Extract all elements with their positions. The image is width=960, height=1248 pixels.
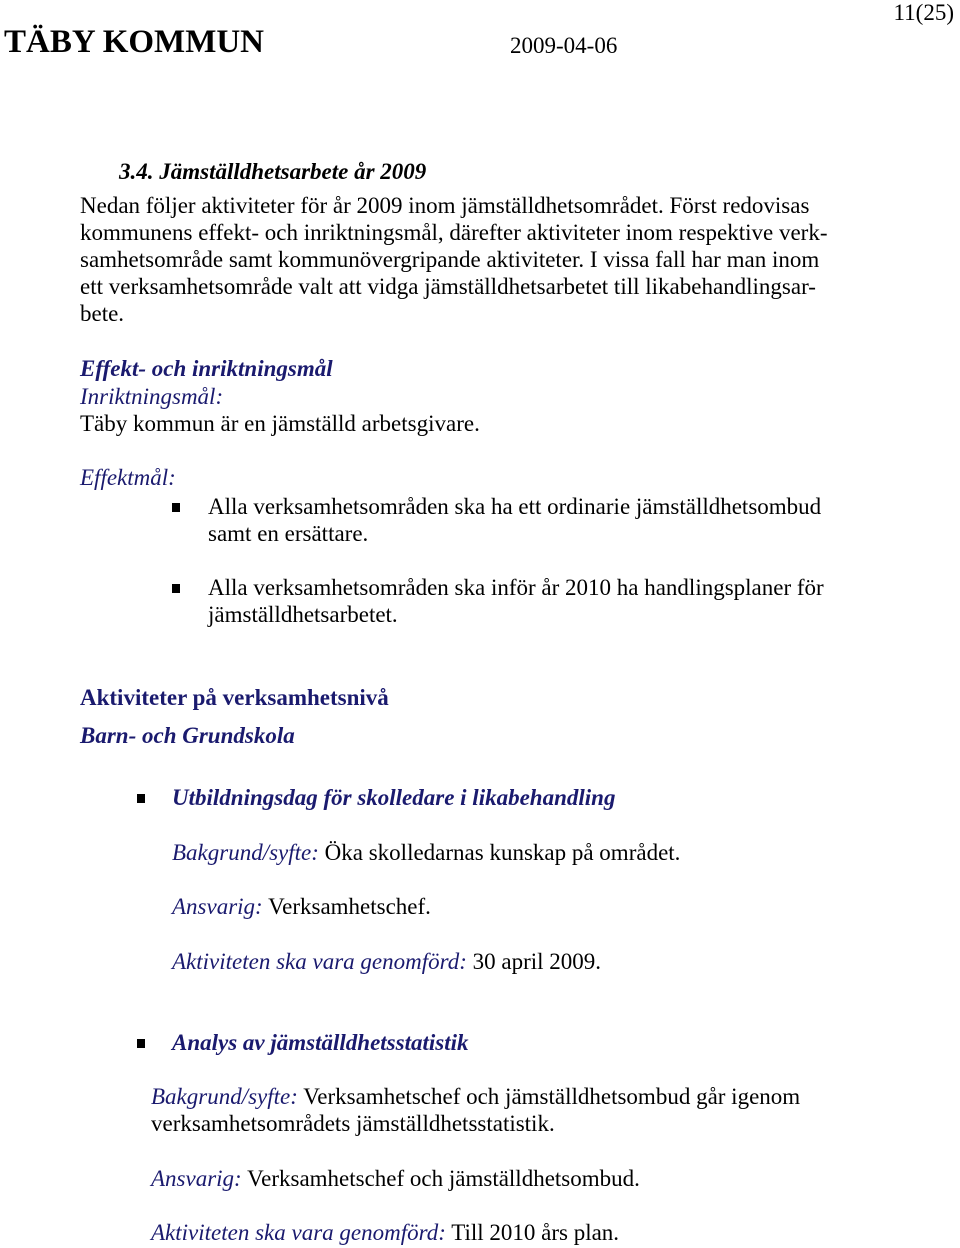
intro-line: samhetsområde samt kommunövergripande aktiviteter. I vissa fall har man inom (80, 247, 820, 272)
activity-background (172, 840, 680, 866)
activity-responsible (151, 1166, 640, 1192)
activity-deadline (151, 1220, 619, 1246)
page-number: 11(25) (893, 0, 954, 25)
responsible-label: Ansvarig: (151, 1166, 242, 1191)
bullet-icon (137, 794, 145, 803)
background-text: Verksamhetschef och jämställdhetsombud går igenom (303, 1084, 801, 1109)
responsible-text: Verksamhetschef. (268, 894, 431, 919)
activities-subheading: Barn- och Grundskola (80, 723, 295, 748)
direction-goal-label: Inriktningsmål: (80, 384, 224, 409)
effect-goal-item-line: Alla verksamhetsområden ska inför år 2010 ha handlingsplaner för (208, 575, 824, 600)
intro-line: kommunens effekt- och inriktningsmål, därefter aktiviteter inom respektive verk- (80, 220, 828, 245)
deadline-text: 30 april 2009. (472, 949, 602, 974)
activities-heading: Aktiviteter på verksamhetsnivå (80, 685, 389, 710)
section-heading: 3.4. Jämställdhetsarbete år 2009 (119, 159, 427, 184)
intro-paragraph (80, 192, 850, 327)
document-date: 2009-04-06 (510, 33, 618, 58)
responsible-label: Ansvarig: (172, 894, 263, 919)
intro-line: Nedan följer aktiviteter för år 2009 inom jämställdhetsområdet. Först redovisas (80, 193, 810, 218)
effect-goal-item-line: jämställdhetsarbetet. (208, 602, 398, 627)
effect-goal-label: Effektmål: (80, 465, 176, 490)
background-label: Bakgrund/syfte: (151, 1084, 298, 1109)
bullet-icon (137, 1039, 145, 1048)
responsible-text: Verksamhetschef och jämställdhetsombud. (247, 1166, 640, 1191)
activity-title: Utbildningsdag för skolledare i likabehandling (172, 785, 616, 810)
activity-background-continued: verksamhetsområdets jämställdhetsstatistik. (151, 1111, 555, 1136)
intro-line: ett verksamhetsområde valt att vidga jämställdhetsarbetet till likabehandlingsar- (80, 274, 816, 299)
bullet-icon (172, 503, 180, 512)
effect-goal-item-line: samt en ersättare. (208, 521, 369, 546)
organization-name: TÄBY KOMMUN (4, 24, 265, 60)
activity-deadline (172, 949, 601, 975)
activity-title: Analys av jämställdhetsstatistik (172, 1030, 469, 1055)
effect-goal-item-line: Alla verksamhetsområden ska ha ett ordinarie jämställdhetsombud (208, 494, 822, 519)
deadline-label: Aktiviteten ska vara genomförd: (172, 949, 467, 974)
activity-responsible (172, 894, 431, 920)
deadline-text: Till 2010 års plan. (451, 1220, 620, 1245)
bullet-icon (172, 584, 180, 593)
direction-goal-text: Täby kommun är en jämställd arbetsgivare. (80, 411, 480, 436)
background-label: Bakgrund/syfte: (172, 840, 319, 865)
background-text: Öka skolledarnas kunskap på området. (324, 840, 681, 865)
deadline-label: Aktiviteten ska vara genomförd: (151, 1220, 446, 1245)
activity-background (151, 1084, 800, 1110)
intro-line: bete. (80, 301, 125, 326)
goals-heading: Effekt- och inriktningsmål (80, 356, 333, 381)
